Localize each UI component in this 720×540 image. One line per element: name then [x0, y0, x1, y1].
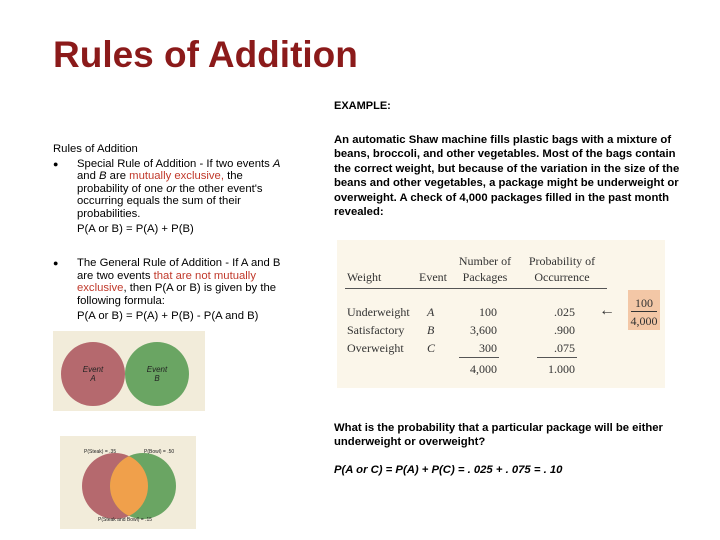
total-probability: 1.000: [548, 362, 575, 376]
fraction-numerator: 100: [635, 296, 653, 310]
row-weight: Underweight: [347, 305, 410, 319]
both-probability-label: P(Steak and Bowl) = .15: [98, 517, 153, 523]
fraction-bar: [631, 311, 657, 312]
header-packages-line2: Packages: [462, 270, 508, 284]
header-weight: Weight: [347, 270, 382, 284]
header-event: Event: [419, 270, 447, 284]
row-weight: Overweight: [347, 341, 404, 355]
rules-heading: Rules of Addition: [53, 143, 138, 155]
rules-column: [53, 143, 288, 322]
row-event: A: [427, 305, 435, 319]
row-packages: 3,600: [470, 323, 497, 337]
slide-title: Rules of Addition: [53, 34, 358, 75]
event-b-label: Event B: [146, 365, 168, 383]
row-packages: 300: [479, 341, 497, 355]
packages-total-rule: [459, 357, 499, 358]
bowl-probability-label: P(Bowl) = .50: [144, 449, 175, 455]
rule-general-addition: ● The General Rule of Addition - If A and B are two events that are not mutually exclusive, then P(A or B) is given by the following formula:: [53, 257, 281, 307]
row-packages: 100: [479, 305, 497, 319]
row-probability: .900: [554, 323, 575, 337]
event-a-label: Event A: [82, 365, 104, 383]
example-description: An automatic Shaw machine fills plastic bags with a mixture of beans, broccoli, and other vegetables. Most of the bags contain the correct weight, but because of the variation in the size of the beans and other vegetables, a package might be underweight or overweight. A check of 4,000 packages filled in the past month revealed:: [334, 134, 680, 219]
left-arrow-icon: ←: [599, 302, 615, 319]
example-answer: P(A or C) = P(A) + P(C) = . 025 + . 075 = . 10: [334, 464, 563, 476]
venn-overlapping: [60, 436, 196, 529]
example-question: What is the probability that a particular package will be either underweight or overweight?: [334, 422, 663, 449]
example-label: EXAMPLE:: [334, 100, 391, 112]
venn-mutually-exclusive: [53, 331, 205, 411]
header-probability-line2: Occurrence: [534, 270, 590, 284]
row-event: C: [427, 341, 436, 355]
not-mutually-exclusive-highlight: that are not mutually exclusive: [77, 269, 256, 295]
steak-probability-label: P(Steak) = .35: [84, 449, 117, 455]
bullet-icon: ●: [53, 258, 59, 269]
probability-total-rule: [537, 357, 577, 358]
row-probability: .025: [554, 305, 575, 319]
header-probability-line1: Probability of: [528, 254, 596, 268]
header-rule: [345, 288, 607, 289]
package-weight-table: [337, 240, 665, 388]
rule-special-addition: ● Special Rule of Addition - If two events A and B are mutually exclusive, the probability of one or the other event's occurring equals the sum of their probabilities.: [53, 157, 281, 220]
bullet-icon: ●: [53, 158, 59, 169]
row-weight: Satisfactory: [347, 323, 405, 337]
row-probability: .075: [554, 341, 575, 355]
fraction-denominator: 4,000: [630, 314, 658, 328]
special-rule-formula: P(A or B) = P(A) + P(B): [77, 222, 194, 235]
total-packages: 4,000: [470, 362, 497, 376]
header-packages-line1: Number of: [458, 254, 512, 268]
mutually-exclusive-highlight: mutually exclusive,: [129, 170, 224, 183]
general-rule-formula: P(A or B) = P(A) + P(B) - P(A and B): [77, 309, 259, 322]
row-event: B: [427, 323, 435, 337]
